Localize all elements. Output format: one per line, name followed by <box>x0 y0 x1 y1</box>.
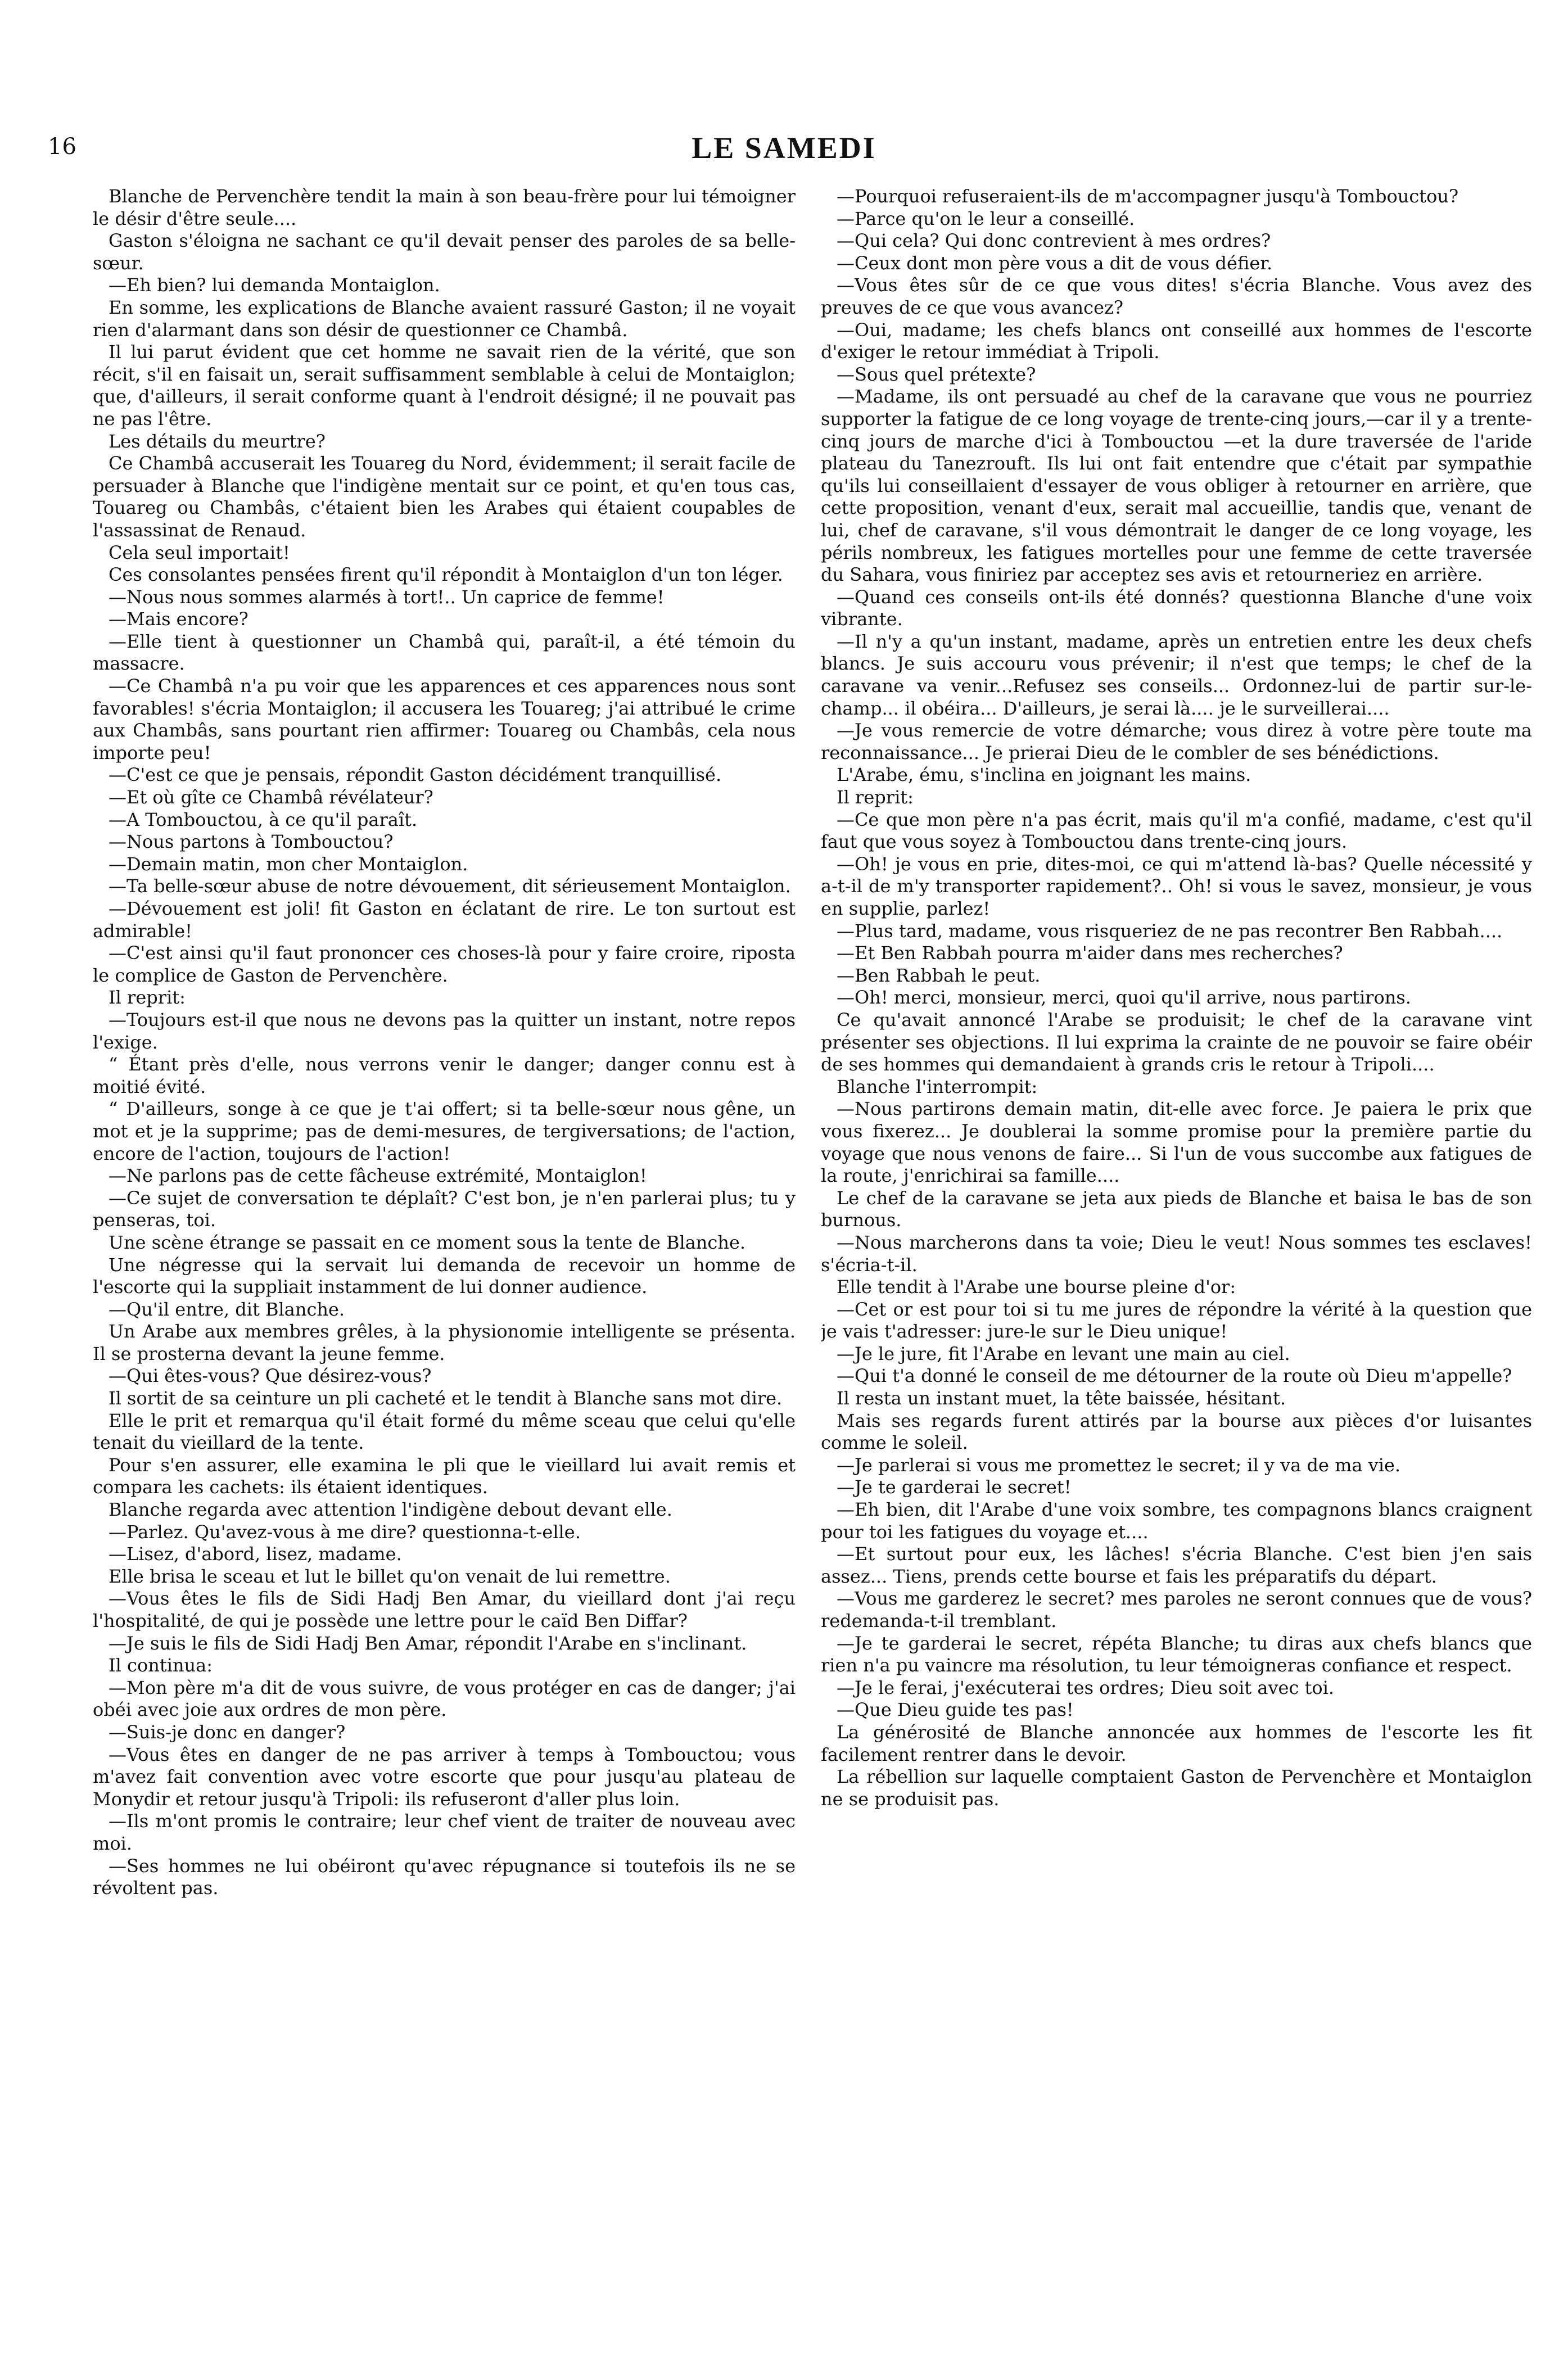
paragraph: —Cet or est pour toi si tu me jures de répondre la vérité à la question que je vais t'adresser: jure-le sur le Dieu unique! <box>821 1298 1532 1343</box>
paragraph: —Oui, madame; les chefs blancs ont conseillé aux hommes de l'escorte d'exiger le retour immédiat à Tripoli. <box>821 319 1532 363</box>
paragraph: —Lisez, d'abord, lisez, madame. <box>109 1543 402 1565</box>
paragraph: —Eh bien? lui demanda Montaiglon. <box>109 274 440 296</box>
paragraph: Un Arabe aux membres grêles, à la physionomie intelligente se présenta. Il se prosterna devant la jeune femme. <box>93 1321 796 1364</box>
paragraph: —Oh! je vous en prie, dites-moi, ce qui m'attend là-bas? Quelle nécessité y a-t-il de m'y transporter rapidement?.. Oh! si vous le savez, monsieur, je vous en supplie, parlez! <box>821 853 1532 919</box>
paragraph: En somme, les explications de Blanche avaient rassuré Gaston; il ne voyait rien d'alarmant dans son désir de questionner ce Chambâ. <box>93 296 796 341</box>
paragraph: —Vous êtes sûr de ce que vous dites! s'écria Blanche. Vous avez des preuves de ce que vous avancez? <box>821 274 1532 318</box>
paragraph: —Nous nous sommes alarmés à tort!.. Un caprice de femme! <box>109 586 665 608</box>
paragraph: —Parlez. Qu'avez-vous à me dire? questionna-t-elle. <box>109 1521 581 1543</box>
paragraph: —Que Dieu guide tes pas! <box>837 1699 1074 1721</box>
paragraph: —Vous me garderez le secret? mes paroles ne seront connues que de vous? redemanda-t-il tremblant. <box>821 1588 1532 1632</box>
paragraph: —Pourquoi refuseraient-ils de m'accompagner jusqu'à Tombouctou? <box>837 186 1459 207</box>
paragraph: —Ne parlons pas de cette fâcheuse extrémité, Montaiglon! <box>109 1165 647 1187</box>
paragraph: —Qui êtes-vous? Que désirez-vous? <box>109 1365 432 1387</box>
paragraph: —Suis-je donc en danger? <box>109 1721 346 1743</box>
paragraph: La rébellion sur laquelle comptaient Gaston de Pervenchère et Montaiglon ne se produisit pas. <box>821 1766 1532 1810</box>
paragraph: —Vous êtes en danger de ne pas arriver à temps à Tombouctou; vous m'avez fait convention avec votre escorte que pour jusqu'au plateau de Monydir et retour jusqu'à Tripoli: ils refuseront d'aller plus loin. <box>93 1743 796 1810</box>
paragraph: Ce qu'avait annoncé l'Arabe se produisit; le chef de la caravane vint présenter ses objections. Il lui exprima la crainte de ne pouvoir se faire obéir de ses hommes qui demandaient à grands cris le retour à Tripoli.... <box>821 1009 1532 1075</box>
paragraph: —Madame, ils ont persuadé au chef de la caravane que vous ne pourriez supporter la fatigue de ce long voyage de trente-cinq jours,—car il y a trente-cinq jours de marche d'ici à Tombouctou —et la dure traversée de l'aride plateau du Tanezrouft. Ils lui ont fait entendre que c'était par sympathie qu'ils lui conseillaient d'essayer de vous obliger à retourner en arrière, que cette proposition, venant d'eux, serait mal accueillie, tandis que, venant de lui, chef de caravane, s'il vous démontrait le danger de ce long voyage, les périls nombreux, les fatigues mortelles pour une femme de cette traversée du Sahara, vous finiriez par acceptez ses avis et retourneriez en arrière. <box>821 386 1532 586</box>
paragraph: Ces consolantes pensées firent qu'il répondit à Montaiglon d'un ton léger. <box>109 564 783 586</box>
paragraph: —Plus tard, madame, vous risqueriez de ne pas recontrer Ben Rabbah.... <box>837 920 1503 942</box>
paragraph: Il resta un instant muet, la tête baissée, hésitant. <box>837 1388 1286 1409</box>
paragraph: —Demain matin, mon cher Montaiglon. <box>109 853 468 875</box>
paragraph: —Qui cela? Qui donc contrevient à mes ordres? <box>837 230 1271 252</box>
paragraph: Blanche l'interrompit: <box>837 1075 1038 1097</box>
paragraph: Elle brisa le sceau et lut le billet qu'on venait de lui remettre. <box>109 1565 671 1587</box>
paragraph: —Je parlerai si vous me promettez le secret; il y va de ma vie. <box>837 1454 1401 1476</box>
right-text-column <box>821 186 1532 2356</box>
paragraph: Blanche regarda avec attention l'indigène debout devant elle. <box>109 1499 672 1521</box>
paragraph: Elle le prit et remarqua qu'il était formé du même sceau que celui qu'elle tenait du vieillard de la tente. <box>93 1409 796 1454</box>
paragraph: —Qu'il entre, dit Blanche. <box>109 1298 345 1320</box>
paragraph: Une négresse qui la servait lui demanda de recevoir un homme de l'escorte qui la suppliait instamment de lui donner audience. <box>93 1254 796 1298</box>
paragraph: Blanche de Pervenchère tendit la main à son beau-frère pour lui témoigner le désir d'être seule.... <box>93 186 796 229</box>
paragraph: —Mais encore? <box>109 608 248 630</box>
paragraph: —Oh! merci, monsieur, merci, quoi qu'il arrive, nous partirons. <box>837 987 1411 1009</box>
paragraph: —Ben Rabbah le peut. <box>837 964 1041 986</box>
paragraph: —Quand ces conseils ont-ils été donnés? questionna Blanche d'une voix vibrante. <box>821 586 1532 630</box>
left-text-column <box>93 186 796 2356</box>
paragraph: —Parce qu'on le leur a conseillé. <box>837 207 1135 229</box>
paragraph: —Dévouement est joli! fit Gaston en éclatant de rire. Le ton surtout est admirable! <box>93 898 796 942</box>
paragraph: —Elle tient à questionner un Chambâ qui, paraît-il, a été témoin du massacre. <box>93 630 796 675</box>
paragraph: L'Arabe, ému, s'inclina en joignant les mains. <box>837 764 1251 786</box>
paragraph: —C'est ainsi qu'il faut prononcer ces choses-là pour y faire croire, riposta le complice de Gaston de Pervenchère. <box>93 942 796 986</box>
paragraph: —Nous marcherons dans ta voie; Dieu le veut! Nous sommes tes esclaves! s'écria-t-il. <box>821 1231 1532 1276</box>
journal-title: LE SAMEDI <box>692 131 876 165</box>
paragraph: Une scène étrange se passait en ce moment sous la tente de Blanche. <box>109 1231 746 1253</box>
paragraph: —Et où gîte ce Chambâ révélateur? <box>109 787 433 808</box>
paragraph: —Ce Chambâ n'a pu voir que les apparences et ces apparences nous sont favorables! s'écria Montaiglon; il accusera les Touareg; j'ai attribué le crime aux Chambâs, sans pourtant rien affirmer: Touareg ou Chambâs, cela nous importe peu! <box>93 675 796 763</box>
paragraph: —C'est ce que je pensais, répondit Gaston décidément tranquillisé. <box>109 764 722 786</box>
paragraph: Gaston s'éloigna ne sachant ce qu'il devait penser des paroles de sa belle-sœur. <box>93 230 796 274</box>
paragraph: Pour s'en assurer, elle examina le pli que le vieillard lui avait remis et compara les cachets: ils étaient identiques. <box>93 1454 796 1498</box>
paragraph: —Je le ferai, j'exécuterai tes ordres; Dieu soit avec toi. <box>837 1676 1335 1698</box>
paragraph: La générosité de Blanche annoncée aux hommes de l'escorte les fit facilement rentrer dans le devoir. <box>821 1721 1532 1765</box>
paragraph: Il lui parut évident que cet homme ne savait rien de la vérité, que son récit, s'il en faisait un, serait suffisamment semblable à celui de Montaiglon; que, d'ailleurs, il serait conforme quant à l'endroit désigné; il ne pouvait pas ne pas l'être. <box>93 341 796 430</box>
paragraph: —Toujours est-il que nous ne devons pas la quitter un instant, notre repos l'exige. <box>93 1009 796 1053</box>
paragraph: —Nous partons à Tombouctou? <box>109 831 394 853</box>
paragraph: —Vous êtes le fils de Sidi Hadj Ben Amar, du vieillard dont j'ai reçu l'hospitalité, de qui je possède une lettre pour le caïd Ben Diffar? <box>93 1588 796 1632</box>
paragraph: —Ce sujet de conversation te déplaît? C'est bon, je n'en parlerai plus; tu y penseras, toi. <box>93 1187 796 1231</box>
paragraph: —Je vous remercie de votre démarche; vous direz à votre père toute ma reconnaissance... Je prierai Dieu de le combler de ses bénédictions. <box>821 720 1532 763</box>
paragraph: Le chef de la caravane se jeta aux pieds de Blanche et baisa le bas de son burnous. <box>821 1187 1532 1231</box>
paragraph: Ce Chambâ accuserait les Touareg du Nord, évidemment; il serait facile de persuader à Blanche que l'indigène mentait sur ce point, et qu'en tous cas, Touareg ou Chambâs, c'étaient bien les Arabes qui étaient coupables de l'assassinat de Renaud. <box>93 453 796 541</box>
paragraph: —Je te garderai le secret! <box>837 1476 1072 1498</box>
paragraph: —Nous partirons demain matin, dit-elle avec force. Je paiera le prix que vous fixerez... Je doublerai la somme promise pour la première partie du voyage que nous venons de faire... Si l'un de vous succombe aux fatigues de la route, j'enrichirai sa famille.... <box>821 1098 1532 1187</box>
paragraph: —Ceux dont mon père vous a dit de vous défier. <box>837 252 1273 274</box>
paragraph: Il continua: <box>109 1655 213 1676</box>
paragraph: —Ta belle-sœur abuse de notre dévouement, dit sérieusement Montaiglon. <box>109 875 791 897</box>
paragraph: “ D'ailleurs, songe à ce que je t'ai offert; si ta belle-sœur nous gêne, un mot et je la supprime; pas de demi-mesures, de tergiversations; de l'action, encore de l'action, toujours de l'action! <box>93 1098 796 1164</box>
paragraph: —Ce que mon père n'a pas écrit, mais qu'il m'a confié, madame, c'est qu'il faut que vous soyez à Tombouctou dans trente-cinq jours. <box>821 808 1532 853</box>
paragraph: Il reprit: <box>109 987 186 1009</box>
paragraph: —Je suis le fils de Sidi Hadj Ben Amar, répondit l'Arabe en s'inclinant. <box>109 1632 747 1654</box>
paragraph: —Qui t'a donné le conseil de me détourner de la route où Dieu m'appelle? <box>837 1365 1512 1387</box>
paragraph: Elle tendit à l'Arabe une bourse pleine d'or: <box>837 1276 1236 1298</box>
paragraph: —Eh bien, dit l'Arabe d'une voix sombre, tes compagnons blancs craignent pour toi les fatigues du voyage et.... <box>821 1499 1532 1543</box>
paragraph: —Ses hommes ne lui obéiront qu'avec répugnance si toutefois ils ne se révoltent pas. <box>93 1855 796 1899</box>
paragraph: —Et surtout pour eux, les lâches! s'écria Blanche. C'est bien j'en sais assez... Tiens, prends cette bourse et fais les préparatifs du départ. <box>821 1543 1532 1587</box>
paragraph: Il reprit: <box>837 787 914 808</box>
paragraph: —Sous quel prétexte? <box>837 363 1036 385</box>
paragraph: —Ils m'ont promis le contraire; leur chef vient de traiter de nouveau avec moi. <box>93 1810 796 1854</box>
paragraph: Il sortit de sa ceinture un pli cacheté et le tendit à Blanche sans mot dire. <box>109 1388 783 1409</box>
paragraph: Cela seul importait! <box>109 541 290 563</box>
paragraph: —Et Ben Rabbah pourra m'aider dans mes recherches? <box>837 942 1343 964</box>
paragraph: —Je le jure, fit l'Arabe en levant une main au ciel. <box>837 1343 1290 1364</box>
paragraph: —Il n'y a qu'un instant, madame, après un entretien entre les deux chefs blancs. Je suis accouru vous prévenir; il n'est que temps; le chef de la caravane va venir...Refusez ses conseils... Ordonnez-lui de partir sur-le-champ... il obéira... D'ailleurs, je serai là.... je le surveillerai.... <box>821 630 1532 719</box>
paragraph: “ Étant près d'elle, nous verrons venir le danger; danger connu est à moitié évité. <box>93 1054 796 1097</box>
paragraph: —A Tombouctou, à ce qu'il paraît. <box>109 808 418 830</box>
page-number: 16 <box>48 134 76 160</box>
paragraph: Les détails du meurtre? <box>109 430 326 452</box>
paragraph: —Mon père m'a dit de vous suivre, de vous protéger en cas de danger; j'ai obéi avec joie aux ordres de mon père. <box>93 1676 796 1721</box>
paragraph: —Je te garderai le secret, répéta Blanche; tu diras aux chefs blancs que rien n'a pu vaincre ma résolution, tu leur témoigneras confiance et respect. <box>821 1632 1532 1676</box>
paragraph: Mais ses regards furent attirés par la bourse aux pièces d'or luisantes comme le soleil. <box>821 1409 1532 1454</box>
